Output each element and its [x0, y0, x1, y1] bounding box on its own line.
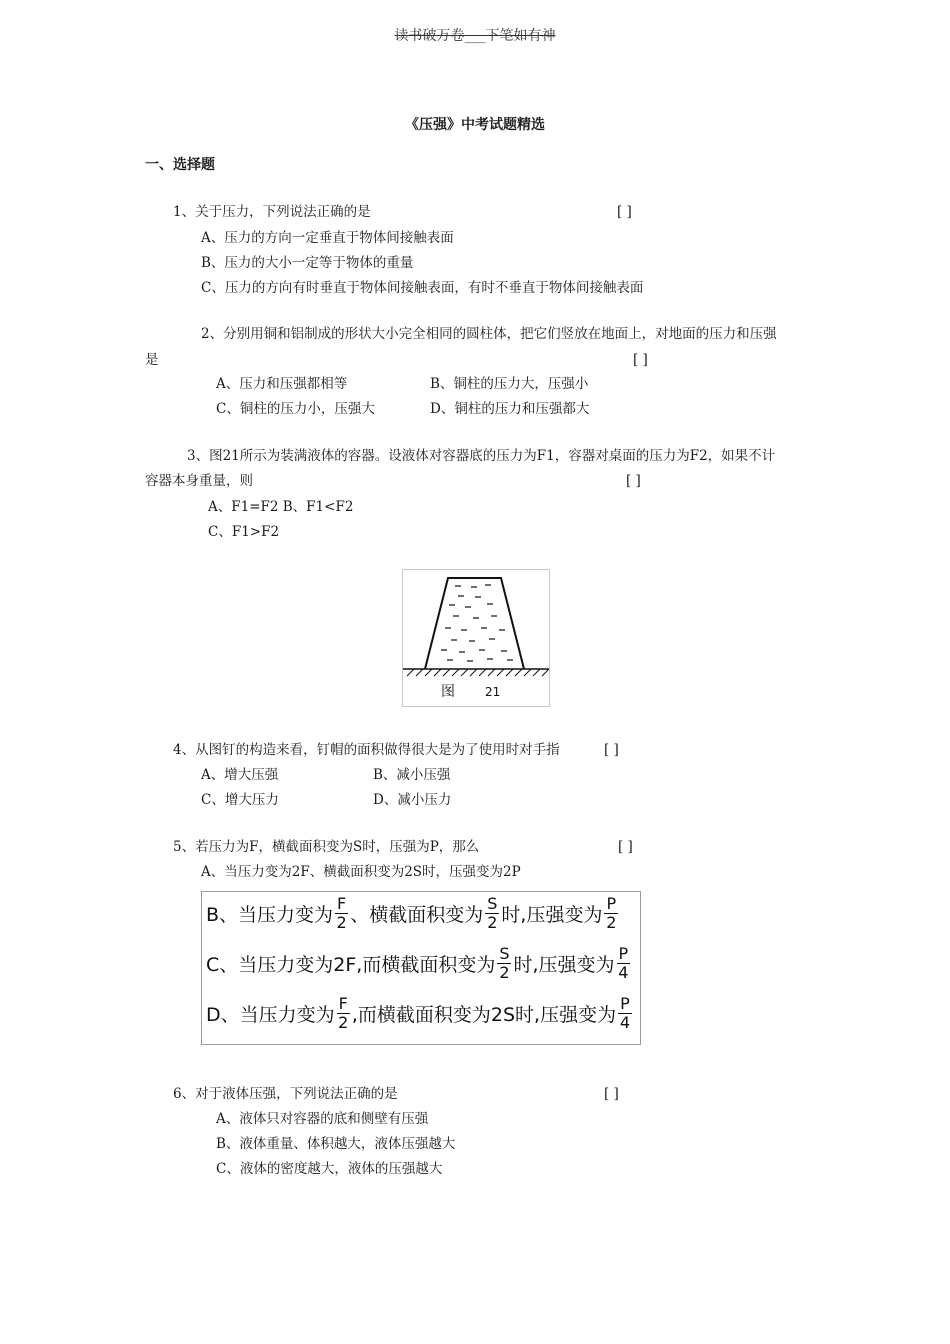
q4-option-b: B、减小压强: [373, 767, 451, 783]
figure-caption-number: 21: [485, 685, 501, 699]
q4-stem: 4、从图钉的构造来看，钉帽的面积做得很大是为了使用时对手指: [173, 742, 560, 758]
q2-stem-line1: 2、分别用铜和铝制成的形状大小完全相同的圆柱体，把它们竖放在地面上，对地面的压力和压强: [201, 326, 777, 342]
q5-option-c: C、当压力变为2F,而横截面积变为 $\frac{S}{2}$ 时,压强变为 $\frac{P}{4}$: [206, 944, 629, 982]
fraction: $\frac{S}{2}$: [487, 894, 498, 932]
q1-answer-bracket: [ ]: [617, 204, 632, 220]
q5-formula-image: [201, 891, 641, 1045]
q2-option-c: C、铜柱的压力小，压强大: [216, 401, 375, 417]
q4-option-d: D、减小压力: [373, 792, 452, 808]
q5-stem: 5、若压力为F，横截面积变为S时，压强为P，那么: [173, 839, 480, 855]
q1-stem: 1、关于压力，下列说法正确的是: [173, 204, 371, 220]
container-outline: [425, 578, 524, 669]
fraction: $\frac{F}{2}$: [336, 894, 347, 932]
section-title: 一、选择题: [145, 157, 215, 173]
q2-option-d: D、铜柱的压力和压强都大: [430, 401, 590, 417]
q1-option-b: B、压力的大小一定等于物体的重量: [201, 255, 414, 271]
page-header: 读书破万卷___下笔如有神: [394, 28, 556, 44]
q6-answer-bracket: [ ]: [604, 1086, 619, 1102]
q6-stem: 6、对于液体压强，下列说法正确的是: [173, 1086, 398, 1102]
liquid-dashes: [441, 585, 513, 661]
q3-options-line1: A、F1=F2 B、F1<F2: [208, 499, 354, 515]
fraction: $\frac{F}{2}$: [338, 994, 349, 1032]
q2-stem-line2: 是: [145, 352, 159, 368]
q5-option-b: B、当压力变为 $\frac{F}{2}$ 、横截面积变为 $\frac{S}{2}$ 时,压强变为 $\frac{P}{2}$: [206, 894, 617, 932]
q3-options-line2: C、F1>F2: [208, 524, 280, 540]
figure-caption-label: 图: [441, 684, 455, 700]
table-hatching: [407, 669, 549, 676]
q2-option-b: B、铜柱的压力大，压强小: [430, 376, 589, 392]
q5-answer-bracket: [ ]: [618, 839, 633, 855]
q4-answer-bracket: [ ]: [604, 742, 619, 758]
q5-option-a: A、当压力变为2F、横截面积变为2S时，压强变为2P: [201, 864, 521, 880]
q3-stem-line2: 容器本身重量，则: [145, 473, 253, 489]
q6-option-a: A、液体只对容器的底和侧壁有压强: [216, 1111, 429, 1127]
q2-option-a: A、压力和压强都相等: [216, 376, 348, 392]
q4-option-a: A、增大压强: [201, 767, 279, 783]
q5-option-d: D、当压力变为 $\frac{F}{2}$ ,而横截面积变为2S时,压强变为 $\frac{P}{4}$: [206, 994, 630, 1032]
q6-option-b: B、液体重量、体积越大，液体压强越大: [216, 1136, 456, 1152]
fraction: $\frac{P}{2}$: [606, 894, 617, 932]
q6-option-c: C、液体的密度越大，液体的压强越大: [216, 1161, 443, 1177]
q4-option-c: C、增大压力: [201, 792, 279, 808]
page-title: 《压强》中考试题精选: [405, 117, 545, 133]
q1-option-a: A、压力的方向一定垂直于物体间接触表面: [201, 230, 454, 246]
fraction: $\frac{S}{2}$: [499, 944, 510, 982]
figure-21-container-diagram: [402, 569, 550, 707]
q3-answer-bracket: [ ]: [626, 473, 641, 489]
container-liquid-svg: [403, 570, 549, 706]
fraction: $\frac{P}{4}$: [618, 944, 629, 982]
fraction: $\frac{P}{4}$: [619, 994, 630, 1032]
q1-option-c: C、压力的方向有时垂直于物体间接触表面，有时不垂直于物体间接触表面: [201, 280, 644, 296]
q3-stem-line1: 3、图21所示为装满液体的容器。设液体对容器底的压力为F1，容器对桌面的压力为F2，如果不计: [187, 448, 776, 464]
q2-answer-bracket: [ ]: [633, 352, 648, 368]
